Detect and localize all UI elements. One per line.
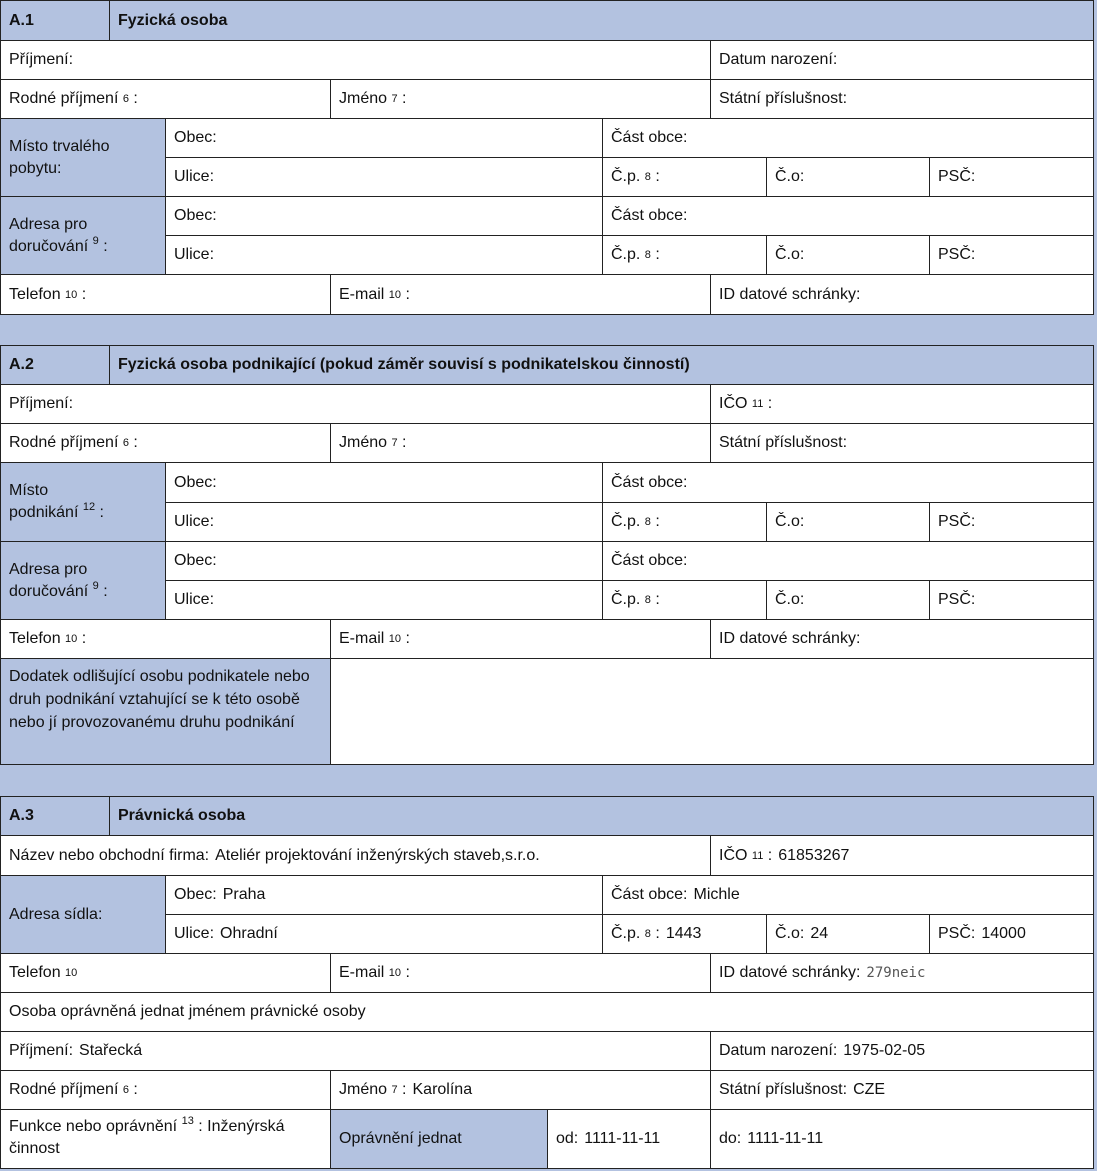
a2-ico-field[interactable]: IČO 11 : xyxy=(710,384,1094,424)
a2-email-field[interactable]: E-mail 10 : xyxy=(330,619,711,659)
a3-cast-obce-field[interactable]: Část obce: Michle xyxy=(602,875,1094,915)
a3-co-field[interactable]: Č.o: 24 xyxy=(766,914,930,954)
a1-perm-cp-field[interactable]: Č.p. 8 : xyxy=(602,157,767,197)
a1-email-field[interactable]: E-mail 10 : xyxy=(330,274,711,315)
a2-deliv-obec-field[interactable]: Obec: xyxy=(165,541,603,581)
a3-authority-from-field[interactable]: od: 1111-11-11 xyxy=(547,1109,711,1169)
a2-surname-field[interactable]: Příjmení: xyxy=(0,384,711,424)
a3-title: Právnická osoba xyxy=(109,796,1094,836)
a2-biz-cp-field[interactable]: Č.p. 8 : xyxy=(602,502,767,542)
a3-obec-field[interactable]: Obec: Praha xyxy=(165,875,603,915)
a2-supplement-field[interactable] xyxy=(330,658,1094,765)
a2-biz-obec-field[interactable]: Obec: xyxy=(165,462,603,503)
a1-deliv-psc-field[interactable]: PSČ: xyxy=(929,235,1094,275)
a2-title: Fyzická osoba podnikající (pokud záměr souvisí s podnikatelskou činností) xyxy=(109,345,1094,385)
a1-deliv-cp-field[interactable]: Č.p. 8 : xyxy=(602,235,767,275)
a3-rep-birth-date-field[interactable]: Datum narození: 1975-02-05 xyxy=(710,1031,1094,1071)
a1-title: Fyzická osoba xyxy=(109,0,1094,41)
a3-company-field[interactable]: Název nebo obchodní firma: Ateliér projektování inženýrských staveb,s.r.o. xyxy=(0,835,711,876)
a2-deliv-co-field[interactable]: Č.o: xyxy=(766,580,930,620)
a1-perm-psc-field[interactable]: PSČ: xyxy=(929,157,1094,197)
a3-authority-to-field[interactable]: do: 1111-11-11 xyxy=(710,1109,1094,1169)
a1-perm-co-field[interactable]: Č.o: xyxy=(766,157,930,197)
a2-biz-cast-obce-field[interactable]: Část obce: xyxy=(602,462,1094,503)
a3-authority-label: Oprávnění jednat xyxy=(330,1109,548,1169)
a2-deliv-cp-field[interactable]: Č.p. 8 : xyxy=(602,580,767,620)
a1-deliv-cast-obce-field[interactable]: Část obce: xyxy=(602,196,1094,236)
a2-biz-psc-field[interactable]: PSČ: xyxy=(929,502,1094,542)
a3-databox-field[interactable]: ID datové schránky: 279neic xyxy=(710,953,1094,993)
a1-perm-cast-obce-field[interactable]: Část obce: xyxy=(602,118,1094,158)
a3-ico-field[interactable]: IČO 11 : 61853267 xyxy=(710,835,1094,876)
a2-deliv-cast-obce-field[interactable]: Část obce: xyxy=(602,541,1094,581)
a1-deliv-co-field[interactable]: Č.o: xyxy=(766,235,930,275)
a1-phone-field[interactable]: Telefon 10 : xyxy=(0,274,331,315)
a2-business-place-label: Místo podnikání $^{12}$ : xyxy=(0,462,166,542)
a3-ulice-field[interactable]: Ulice: Ohradní xyxy=(165,914,603,954)
a3-psc-field[interactable]: PSČ: 14000 xyxy=(929,914,1094,954)
a1-code: A.1 xyxy=(0,0,110,41)
a1-citizenship-field[interactable]: Státní příslušnost: xyxy=(710,79,1094,119)
a2-deliv-psc-field[interactable]: PSČ: xyxy=(929,580,1094,620)
a2-code: A.2 xyxy=(0,345,110,385)
a3-function-field[interactable]: Funkce nebo oprávnění $^{13}$ : Inženýrská činnost xyxy=(0,1109,331,1169)
a1-name-field[interactable]: Jméno 7 : xyxy=(330,79,711,119)
a3-code: A.3 xyxy=(0,796,110,836)
a3-rep-name-field[interactable]: Jméno 7 : Karolína xyxy=(330,1070,711,1110)
a1-deliv-obec-field[interactable]: Obec: xyxy=(165,196,603,236)
a1-birth-date-field[interactable]: Datum narození: xyxy=(710,40,1094,80)
a2-biz-co-field[interactable]: Č.o: xyxy=(766,502,930,542)
a3-cp-field[interactable]: Č.p. 8 : 1443 xyxy=(602,914,767,954)
a1-surname-field[interactable]: Příjmení: xyxy=(0,40,711,80)
a2-databox-field[interactable]: ID datové schránky: xyxy=(710,619,1094,659)
a2-biz-ulice-field[interactable]: Ulice: xyxy=(165,502,603,542)
a1-databox-field[interactable]: ID datové schránky: xyxy=(710,274,1094,315)
a3-rep-birth-surname-field[interactable]: Rodné příjmení 6 : xyxy=(0,1070,331,1110)
a3-representative-heading: Osoba oprávněná jednat jménem právnické osoby xyxy=(0,992,1094,1032)
a1-perm-ulice-field[interactable]: Ulice: xyxy=(165,157,603,197)
a1-delivery-address-label: Adresa pro doručování $^9$ : xyxy=(0,196,166,275)
a3-rep-citizenship-field[interactable]: Státní příslušnost: CZE xyxy=(710,1070,1094,1110)
a2-citizenship-field[interactable]: Státní příslušnost: xyxy=(710,423,1094,463)
a3-rep-surname-field[interactable]: Příjmení: Stařecká xyxy=(0,1031,711,1071)
a1-perm-obec-field[interactable]: Obec: xyxy=(165,118,603,158)
a1-deliv-ulice-field[interactable]: Ulice: xyxy=(165,235,603,275)
a2-supplement-label: Dodatek odlišující osobu podnikatele nebo druh podnikání vztahující se k této osobě nebo jí provozovanému druhu podnikání xyxy=(0,658,331,765)
a2-name-field[interactable]: Jméno 7 : xyxy=(330,423,711,463)
a1-birth-surname-field[interactable]: Rodné příjmení 6 : xyxy=(0,79,331,119)
a1-permanent-residence-label: Místo trvalého pobytu: xyxy=(0,118,166,197)
a3-phone-field[interactable]: Telefon 10 xyxy=(0,953,331,993)
a3-email-field[interactable]: E-mail 10 : xyxy=(330,953,711,993)
a3-seat-address-label: Adresa sídla: xyxy=(0,875,166,954)
a2-birth-surname-field[interactable]: Rodné příjmení 6 : xyxy=(0,423,331,463)
a2-delivery-address-label: Adresa pro doručování $^9$ : xyxy=(0,541,166,620)
a2-phone-field[interactable]: Telefon 10 : xyxy=(0,619,331,659)
a2-deliv-ulice-field[interactable]: Ulice: xyxy=(165,580,603,620)
